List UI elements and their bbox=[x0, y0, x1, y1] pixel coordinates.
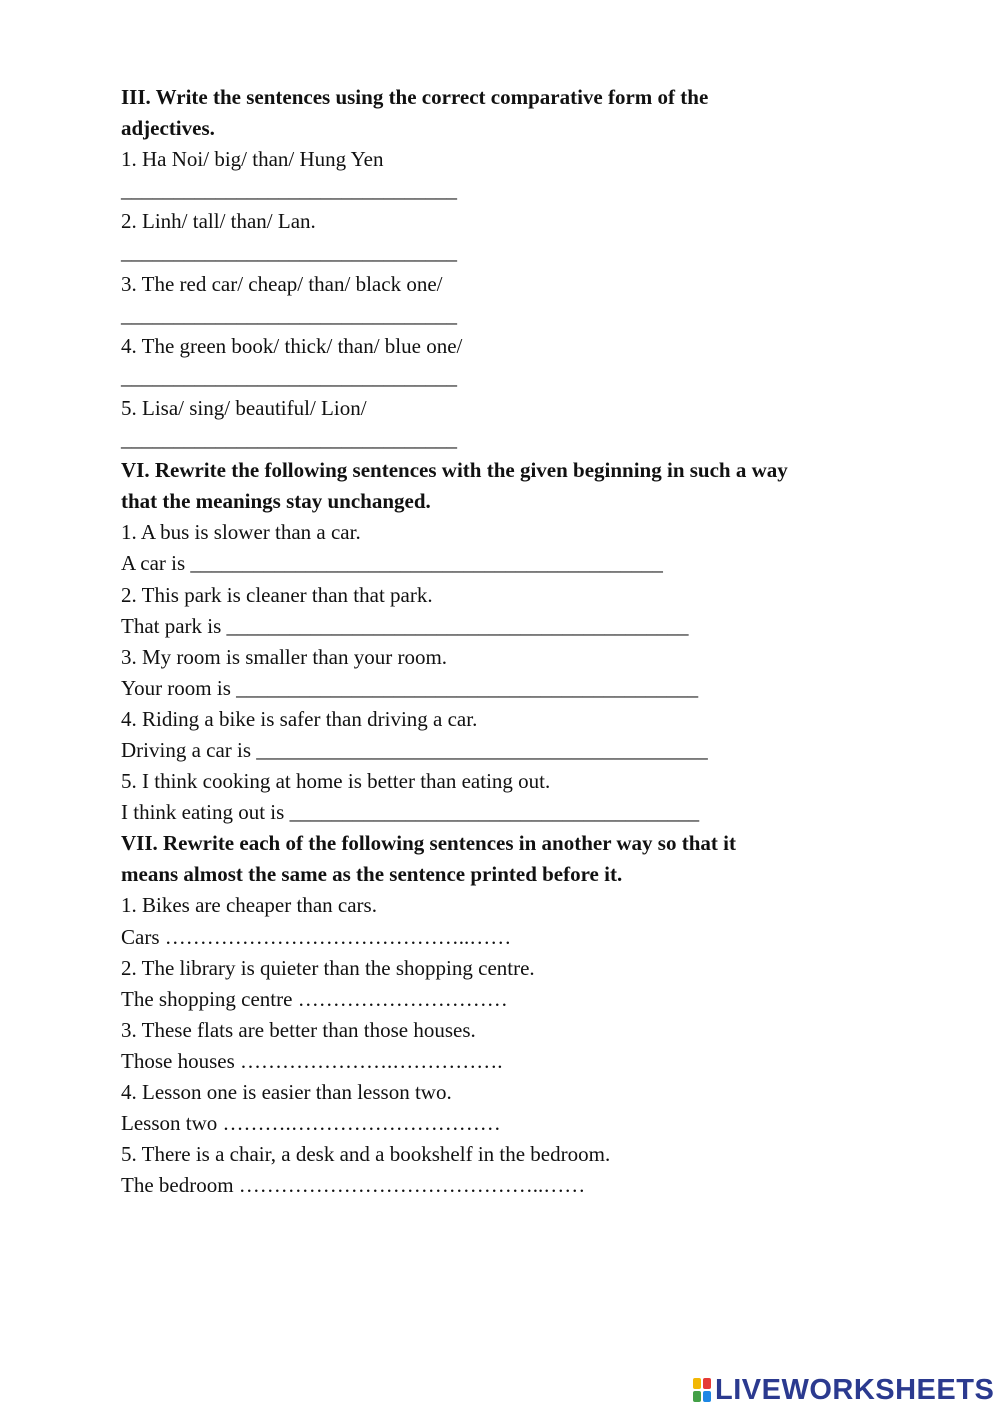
section-6-sentence: 4. Riding a bike is safer than driving a car. bbox=[121, 706, 478, 731]
liveworksheets-logo-text: LIVEWORKSHEETS bbox=[715, 1373, 995, 1406]
logo-square bbox=[693, 1378, 701, 1389]
section-7-sentence: 4. Lesson one is easier than lesson two. bbox=[121, 1080, 452, 1104]
section-7-heading-line-2: means almost the same as the sentence printed before it. bbox=[121, 862, 623, 887]
section-6-answer-prompt[interactable]: I think eating out is _______________________________________ bbox=[121, 800, 700, 825]
logo-square bbox=[703, 1378, 711, 1389]
section-6-answer-prompt[interactable]: Driving a car is ___________________________________________ bbox=[121, 737, 708, 762]
section-6-sentence: 2. This park is cleaner than that park. bbox=[121, 582, 433, 607]
section-6-sentence: 5. I think cooking at home is better than eating out. bbox=[121, 769, 551, 794]
section-3 bbox=[121, 82, 891, 455]
section-6-answer-prompt[interactable]: Your room is ____________________________________________ bbox=[121, 675, 699, 700]
section-6-sentence: 3. My room is smaller than your room. bbox=[121, 644, 448, 669]
section-7-sentence: 3. These flats are better than those houses. bbox=[121, 1017, 476, 1042]
section-6-sentence: 1. A bus is slower than a car. bbox=[121, 520, 361, 545]
section-6-heading-line-2: that the meanings stay unchanged. bbox=[121, 489, 431, 514]
section-7-sentence: 1. Bikes are cheaper than cars. bbox=[121, 893, 377, 918]
section-6 bbox=[121, 455, 891, 828]
section-7-heading-line-1: VII. Rewrite each of the following sentences in another way so that it bbox=[121, 831, 736, 856]
section-3-heading-line-1: III. Write the sentences using the correct comparative form of the bbox=[121, 85, 709, 109]
section-3-item: 2. Linh/ tall/ than/ Lan. bbox=[121, 209, 316, 234]
section-3-item: 1. Ha Noi/ big/ than/ Hung Yen bbox=[121, 147, 384, 172]
section-7-sentence: 2. The library is quieter than the shopping centre. bbox=[121, 955, 535, 980]
section-6-answer-prompt[interactable]: A car is _____________________________________________ bbox=[121, 551, 663, 576]
logo-square bbox=[703, 1391, 711, 1402]
answer-blank[interactable]: ________________________________ bbox=[121, 427, 457, 452]
answer-blank[interactable]: ________________________________ bbox=[121, 364, 457, 389]
section-3-item: 4. The green book/ thick/ than/ blue one/ bbox=[121, 333, 463, 358]
section-3-heading-line-2: adjectives. bbox=[121, 116, 215, 141]
answer-blank[interactable]: ________________________________ bbox=[121, 240, 457, 265]
section-6-answer-prompt[interactable]: That park is ____________________________________________ bbox=[121, 613, 689, 638]
section-6-heading-line-1: VI. Rewrite the following sentences with the given beginning in such a way bbox=[121, 458, 788, 483]
worksheet bbox=[121, 82, 891, 1201]
liveworksheets-logo-icon bbox=[692, 1377, 712, 1403]
section-7-answer-prompt[interactable]: Those houses ………………….……………. bbox=[121, 1048, 503, 1073]
logo-square bbox=[693, 1391, 701, 1402]
section-3-item: 3. The red car/ cheap/ than/ black one/ bbox=[121, 271, 443, 296]
section-3-item: 5. Lisa/ sing/ beautiful/ Lion/ bbox=[121, 395, 367, 420]
section-7-sentence: 5. There is a chair, a desk and a bookshelf in the bedroom. bbox=[121, 1142, 611, 1167]
liveworksheets-logo bbox=[692, 1374, 994, 1406]
answer-blank[interactable]: ________________________________ bbox=[121, 178, 457, 203]
section-7-answer-prompt[interactable]: The shopping centre ………………………… bbox=[121, 986, 508, 1011]
section-7 bbox=[121, 828, 891, 1201]
section-7-answer-prompt[interactable]: Cars ……………………………………..…… bbox=[121, 924, 512, 949]
section-7-answer-prompt[interactable]: Lesson two ……….………………………… bbox=[121, 1111, 501, 1136]
section-7-answer-prompt[interactable]: The bedroom ……………………………………..…… bbox=[121, 1173, 586, 1198]
answer-blank[interactable]: ________________________________ bbox=[121, 302, 457, 327]
